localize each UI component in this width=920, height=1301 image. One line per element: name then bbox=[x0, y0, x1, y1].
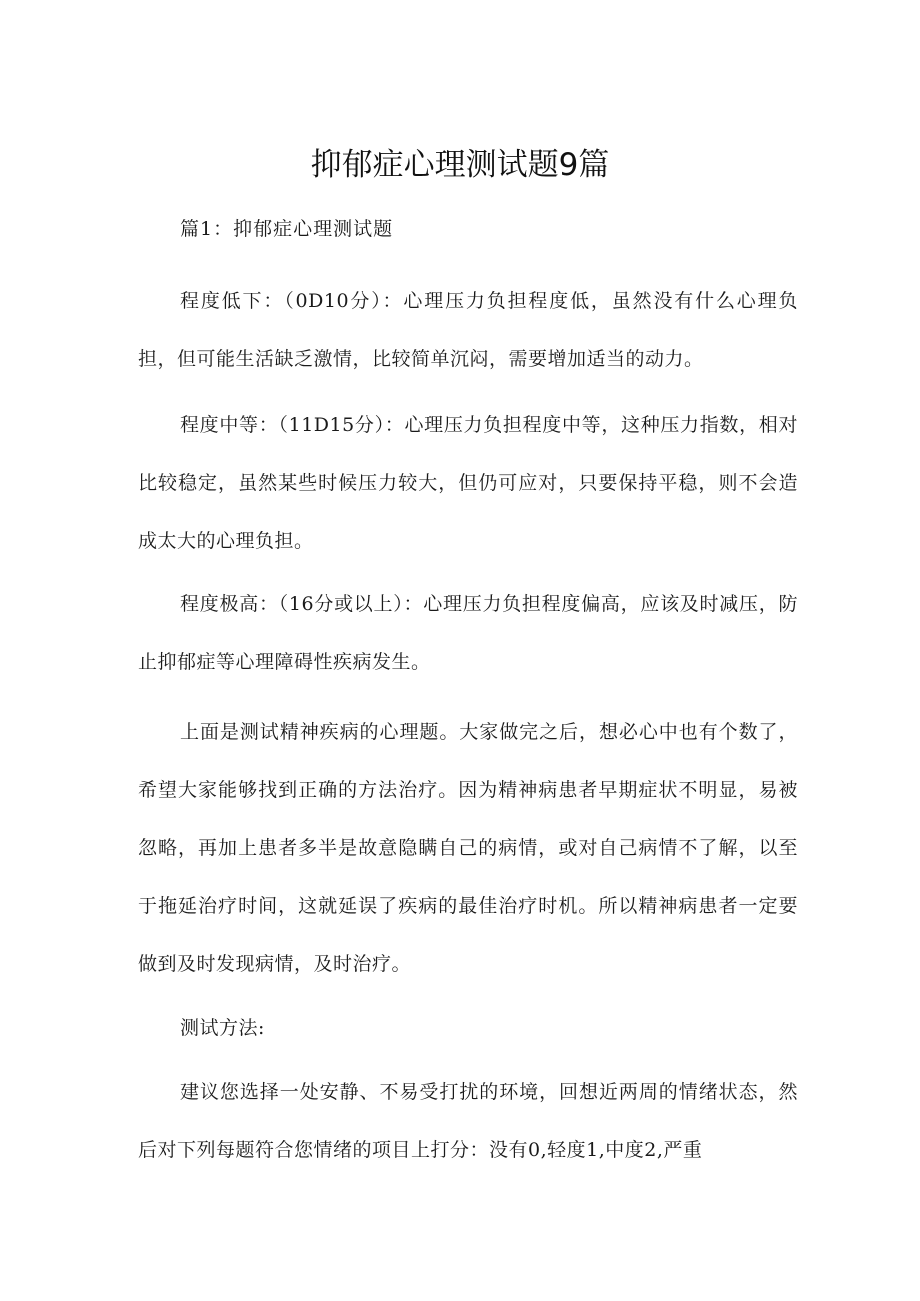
paragraph-summary: 上面是测试精神疾病的心理题。大家做完之后，想必心中也有个数了，希望大家能够找到正确的方法治疗。因为精神病患者早期症状不明显，易被忽略，再加上患者多半是故意隐瞒自己的病情，或对自己病情不了解，以至于拖延治疗时间，这就延误了疾病的最佳治疗时机。所以精神病患者一定要做到及时发现病情，及时治疗。 bbox=[138, 721, 798, 975]
paragraph-low-level: 程度低下：（0D10分）：心理压力负担程度低，虽然没有什么心理负担，但可能生活缺乏激情，比较简单沉闷，需要增加适当的动力。 bbox=[138, 290, 798, 370]
paragraph-high-level: 程度极高：（16分或以上）：心理压力负担程度偏高，应该及时减压，防止抑郁症等心理障碍性疾病发生。 bbox=[138, 593, 798, 673]
paragraph-medium-level: 程度中等：（11D15分）：心理压力负担程度中等，这种压力指数，相对比较稳定，虽然某些时候压力较大，但仍可应对，只要保持平稳，则不会造成太大的心理负担。 bbox=[138, 414, 798, 552]
method-paragraph: 建议您选择一处安静、不易受打扰的环境，回想近两周的情绪状态，然后对下列每题符合您情绪的项目上打分：没有0,轻度1,中度2,严重 bbox=[138, 1081, 798, 1161]
document-title: 抑郁症心理测试题9篇 bbox=[310, 147, 610, 183]
method-heading: 测试方法: bbox=[180, 1017, 265, 1039]
section-subtitle: 篇1：抑郁症心理测试题 bbox=[180, 218, 394, 240]
